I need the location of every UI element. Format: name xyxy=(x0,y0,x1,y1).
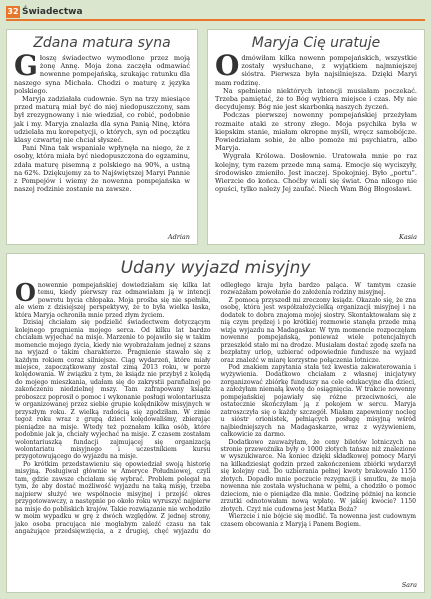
paragraph: Pod znakiem zapytania stała też kwestia zakwaterowania i wyżywienia. Dodatkowo chciałam z własnej inicjatywy zorganizować zbiórkę funduszy na cele edukacyjne dla dzieci, a założyłam niemałą kwotę do osiągnięcia. W trakcie nowenny pompejańskiej pojawiały się różne przeciwności, ale ostatecznie skończyłam ją z pokojem w sercu. Maryja zatroszczyła się o każdy szczegół. Miałam zapewniony nocleg u sióstr orionistek, pełniących posługę misyjną wśród najbiedniejszych na Madagaskarze, wraz z wyżywieniem, całkowicie za darmo. xyxy=(220,363,416,439)
paragraph: Dzisiaj chciałam się podzielić świadectwem dotyczącym kolejnego pragnienia mojego serca. Od kilku lat bardzo chciałam wyjechać na misje. Marzenie to pojawiło się w takim momencie mojego życia, kiedy nie wyobrażałam jednej z szans na wyjazd o takim charakterze. Pragnienie stawało się z każdym rokiem coraz silniejsze. Ciąg wydarzeń, które miały miejsce, zapoczątkowany został zimą 2013 roku, w porze kolędowania. W związku z tym, że ksiądz nie przybył z kolędą do mojego mieszkania, udałam się do zakrystii parafialnej po zakończeniu niedzielnej mszy. Tam zafrapowany ksiądz proboszcz poprosił o pomoc i wykonanie posługi wolontariusza w organizowanej przez siebie grupie kolędników misyjnych w przyszłym roku. Z wielką radością się zgodziłam. W zimie tegoż roku wraz z grupą dzieci kolędowaliśmy, zbierając pieniądze na misje. Wtedy też poznałam kilka osób, które podobnie jak ja, chciały wyjechać na misje. Z czasem zostałam wolontariuszką fundacji zajmującej się organizacją wolontariatu misyjnego i uczestnikiem kursu przygotowującego do wyjazdu na misje. xyxy=(15,319,211,461)
header-rule xyxy=(6,19,425,21)
paragraph: Wierzcie i nie bójcie się modlić. Ta nowenna jest cudownym czasem obcowania z Maryją i Panem Bogiem. xyxy=(220,513,416,528)
paragraph: Odmówiłam kilka nowenn pompejańskich, wszystkie zostały wysłuchane, z wyjątkiem najmniejszej sióstra. Pierwsza była najsilniejsza. Dzięki Maryi mam rodzinę. xyxy=(215,49,417,87)
article-udany-wyjazd xyxy=(6,253,425,593)
article-zdana-matura xyxy=(6,29,198,245)
drop-cap: O xyxy=(215,49,240,82)
paragraph: Na spełnienie niektórych intencji musiałam poczekać. Trzeba pamiętać, że to Bóg wybiera miejsce i czas. My nie decydujemy. Bóg nie jest skarbonką naszych życzeń. xyxy=(215,86,417,112)
paragraph: Podczas pierwszej nowenny pompejańskiej przeżyłam rozmaite ataki ze strony złego. Moja psychika była w kiepskim stanie, miałam okropne myśli, wręcz samobójcze. Powiedziałam sobie, że albo pomoże mi psychiatra, albo Maryja. xyxy=(215,111,417,153)
paragraph: Wygrała Królowa. Dosłownie. Uratowała mnie po raz kolejny, tym razem przede mną samą. Emocje się wyciszyły, środowisko zmieniło. Jest inaczej. Spokojniej. Było „portu”. Wierzcie do końca. Choćby wiali się świat. Ona nikogo nie opuści, tylko należy Jej zaufać. Niech Wam Bóg Błogosławi. xyxy=(215,152,417,194)
drop-cap: O xyxy=(15,278,36,307)
article-maryja-cie-uratuje xyxy=(207,29,425,245)
article-title: Zdana matura syna xyxy=(33,35,171,51)
signature: Kasia xyxy=(398,233,417,241)
page-header xyxy=(0,0,431,22)
page-number: 32 xyxy=(7,7,19,16)
paragraph: Onowennie pompejańskiej dowiedziałam się kilka lat temu, kiedy pierwszy raz odmawiałam ją w intencji powrotu bycia chłopaka. Moja prośba się nie spełniła, ale wiem z dzisiejszej perspektywy, że to była wielka łaska, która Maryja ochroniła mnie przed złym życiem. xyxy=(15,278,211,319)
paragraph: Głoszę świadectwo wymodlone przez moją żonę Annę. Moja żona zaczęła odmawiać nowenne pompejańską, szukając ratunku dla naszego syna Michała. Chodzi o maturę z języka polskiego. xyxy=(14,49,190,95)
article-body xyxy=(15,278,416,582)
paragraph: Maryja zadziałała cudownie. Syn na trzy miesiące przed maturą miał być do niej niedopuszczony, sam był zrezygnowany i nie wiedział, co robić, podobnie jak i my. Maryja znalazła dla syna Panią Ninę, która udzielała mu korepetycji, o których, syn od początku klasy czwartej nie chciał słyszeć. xyxy=(14,95,190,145)
signature: Adrian xyxy=(167,233,190,241)
drop-cap: G xyxy=(14,49,38,82)
paragraph: Po krótkim przedstawieniu się opowiedział swoją historię misyjną. Posługiwał głównie w Ameryce Południowej, czyli tam, gdzie zawsze chciałam się wybrać. Problem polegał na tym, że aby dostać możliwość wyjazdu na taką misję, trzeba najpierw służyć we wspólnocie misyjnej i przejść okres przygotowawczy, a następnie po około roku wyruszyć najpierw na misje do pobliskich krajów. Takie rozwiązanie nie wchodziło w moim wypadku w grę z dwóch względów. Z jednej strony, jako osoba pracująca nie mogłabym zaleźć czasu na tak angażujące przedsięwzięcia, a z drugiej, chęć wyjazdu do odległego kraju była bardzo paląca. W tamtym czasie rozważałam powołanie do założenia rodziny misyjnej. xyxy=(15,282,416,535)
article-title: Udany wyjazd misyjny xyxy=(120,258,311,278)
paragraph: Z pomocą przyszedł mi zreczony ksiądz. Okazało się, że zna osobę, która jest współzałożycielką organizacji misyjnej i na dodatek to dobra znajoma mojej siostry. Skontaktowałam się z nią czym prędzej i po krótkiej rozmowie stanęła przede mną wizja wyjazdu na Madagaskar. W tym momencie rozpoczęłam nowenne pompejańską, ponieważ wiele potencjalnych przeszkód stało mi na drodze. Musiałam dostać zgodę szefa na bezpłatny urlop, uzbierać odpowiednie fundusze na wyjazd oraz znaleźć w miarę korzystne połączenia lotnicze. xyxy=(220,296,416,364)
signature: Sara xyxy=(401,581,417,589)
paragraph: Dodatkowo zauważyłam, że ceny biletów lotniczych na stronie przewoźnika były o 1000 złotych tańsze niż znalezione w wyszukiwarce. Na koniec dzięki składkowej pomocy Maryi na kilkadziesiąt godzin przed zakończeniem zbiórki wydarzył się kolejny cud. Do uzbierania pełnej kwoty brakowało 1150 złotych. Dopadło mnie poczucie rezygnacji i smutku, że moja nowenna nie została wysłuchana w pełni, a chodziło o pomoc dzieciom, nie o pieniądze dla mnie. Godzinę później na koncie zrzutki odnotowałam nową wpłatę. W jakiej kwocie? 1150 złotych. Czyż nie cudowna jest Matka Boża? xyxy=(220,438,416,513)
section-title: Świadectwa xyxy=(22,7,83,17)
article-body xyxy=(14,49,190,194)
article-title: Maryja Cię uratuje xyxy=(251,35,381,51)
paragraph: Pani Nina tak wspaniale wpłynęła na niego, że z osoby, która miała być niedopuszczona do egzaminu, zdała maturę pisemną z polskiego na 90%, a ustną na 62%. Dziękujemy za to Najświętszej Maryi Pannie z Pompejów i wiemy że nowenna pompejańska w naszej rodzinie zostanie na zawsze. xyxy=(14,144,190,194)
article-body xyxy=(215,49,417,194)
